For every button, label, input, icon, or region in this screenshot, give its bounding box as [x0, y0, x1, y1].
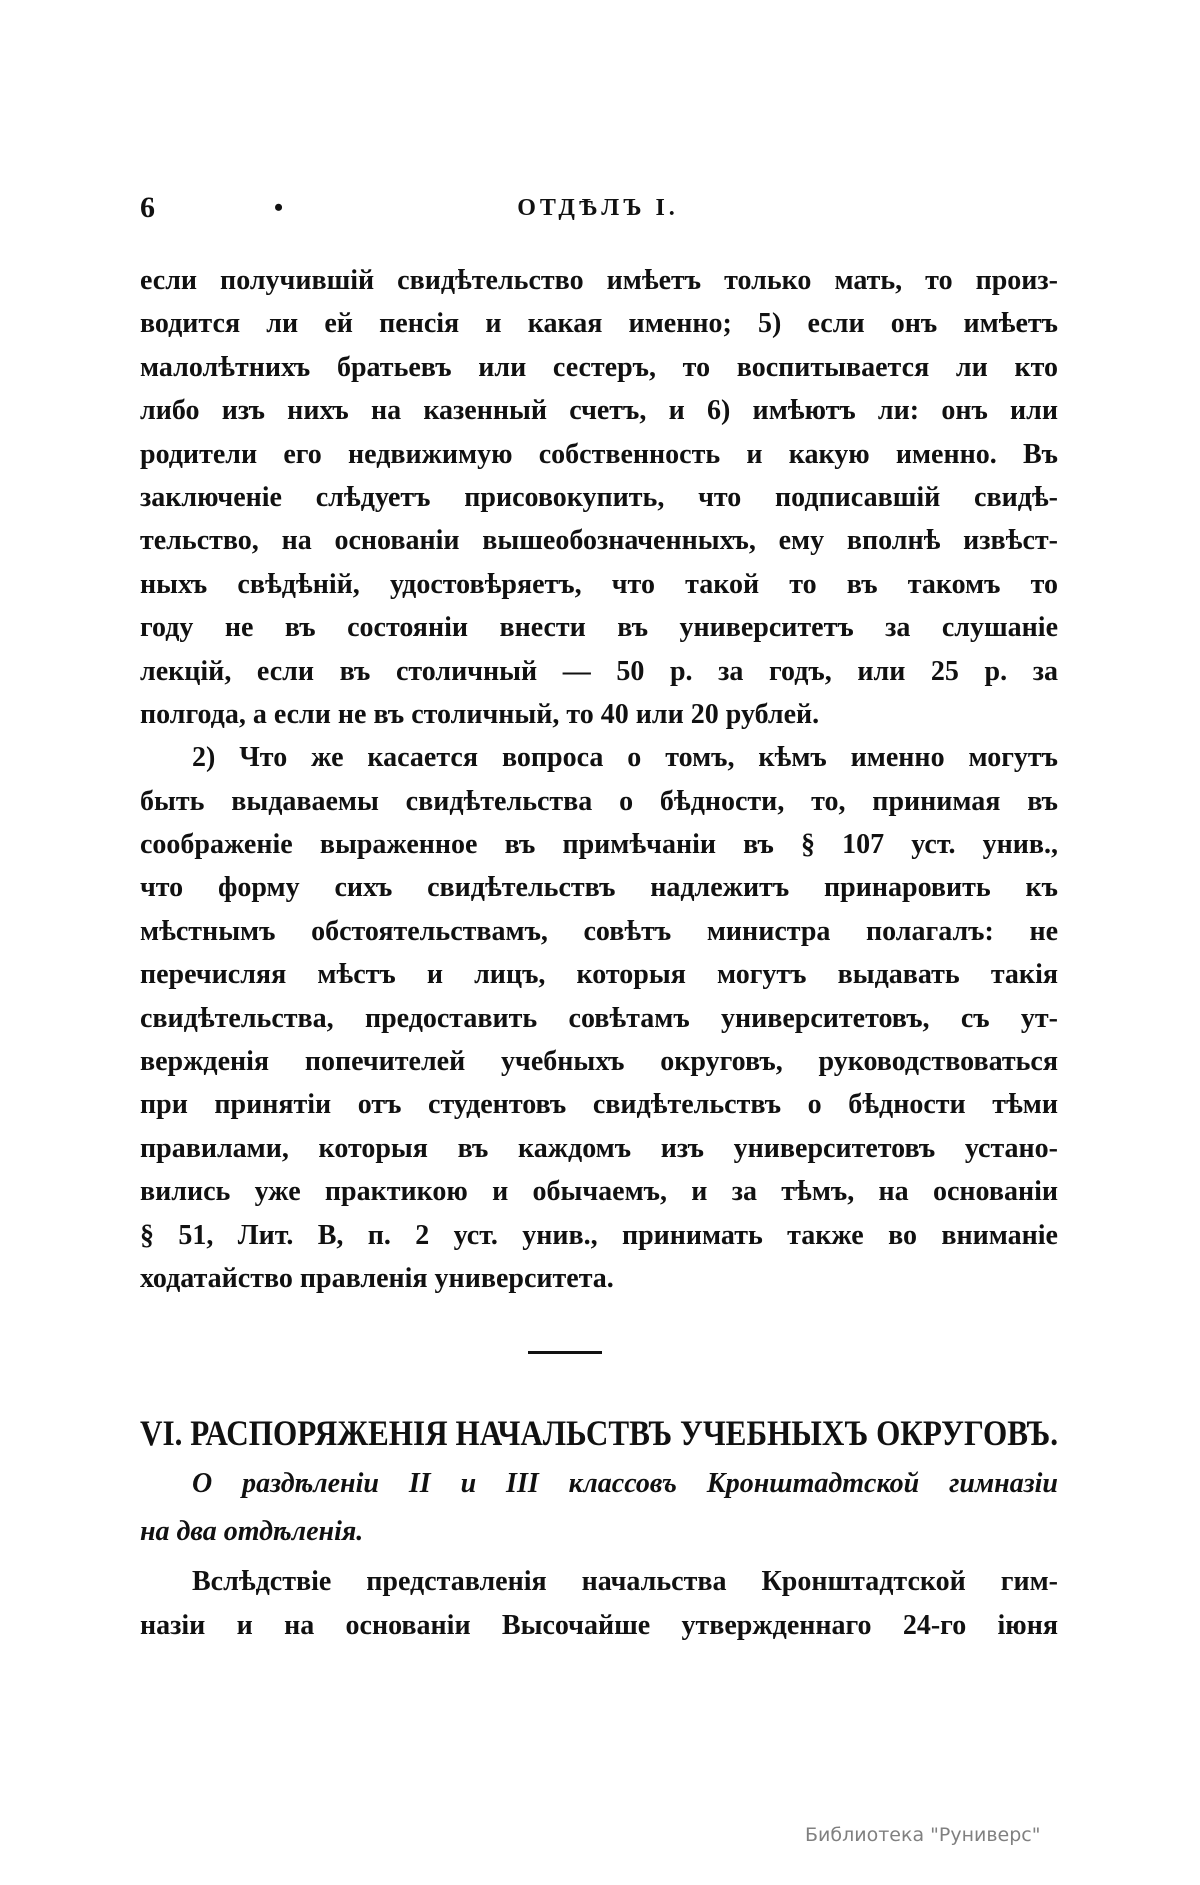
running-header: ОТДѢЛЪ I.	[517, 195, 679, 221]
text-line: году не въ состояніи внести въ университетъ за слушаніе	[140, 612, 1058, 644]
text-line: свидѣтельства, предоставить совѣтамъ университетовъ, съ ут-	[140, 1002, 1058, 1034]
library-watermark: Библиотека "Руниверс"	[805, 1824, 1041, 1846]
section-heading: VI. РАСПОРЯЖЕНІЯ НАЧАЛЬСТВЪ УЧЕБНЫХЪ ОКРУГОВЪ.	[140, 1413, 1058, 1453]
text-line: назіи и на основаніи Высочайше утвержденнаго 24-го іюня	[140, 1610, 1058, 1641]
text-line: ныхъ свѣдѣній, удостовѣряетъ, что такой то въ такомъ то	[140, 568, 1058, 600]
text-line: водится ли ей пенсія и какая именно; 5) если онъ имѣетъ	[140, 308, 1058, 340]
text-line: быть выдаваемы свидѣтельства о бѣдности, то, принимая въ	[140, 785, 1058, 817]
body-text	[140, 259, 1058, 1300]
subheading	[140, 1460, 1058, 1556]
text-line: тельство, на основаніи вышеобозначенныхъ, ему вполнѣ извѣст-	[140, 525, 1058, 557]
text-line: 2) Что же касается вопроса о томъ, кѣмъ именно могутъ	[192, 742, 1058, 774]
text-line: малолѣтнихъ братьевъ или сестеръ, то воспитывается ли кто	[140, 351, 1058, 383]
text-line: мѣстнымъ обстоятельствамъ, совѣтъ министра полагалъ: не	[140, 915, 1058, 947]
final-paragraph	[140, 1560, 1058, 1648]
text-line: перечисляя мѣстъ и лицъ, которыя могутъ выдавать такія	[140, 959, 1058, 991]
text-line: при принятіи отъ студентовъ свидѣтельствъ о бѣдности тѣми	[140, 1089, 1058, 1121]
text-line: соображеніе выраженное въ примѣчаніи въ § 107 уст. унив.,	[140, 829, 1058, 861]
header-dot: •	[274, 193, 284, 222]
text-line: родители его недвижимую собственность и какую именно. Въ	[140, 438, 1058, 470]
text-line: § 51, Лит. В, п. 2 уст. унив., принимать также во вниманіе	[140, 1219, 1058, 1251]
text-line: либо изъ нихъ на казенный счетъ, и 6) имѣютъ ли: онъ или	[140, 395, 1058, 427]
text-line: ходатайство правленія университета.	[140, 1262, 614, 1294]
text-line: правилами, которыя въ каждомъ изъ университетовъ устано-	[140, 1132, 1058, 1164]
text-line: вержденія попечителей учебныхъ округовъ, руководствоваться	[140, 1046, 1058, 1078]
text-line: Вслѣдствіе представленія начальства Кронштадтской гим-	[192, 1566, 1058, 1597]
subheading-line: О раздѣленіи II и III классовъ Кронштадтской гимназіи	[192, 1468, 1058, 1499]
subheading-line: на два отдѣленія.	[140, 1516, 364, 1547]
text-line: вились уже практикою и обычаемъ, и за тѣмъ, на основаніи	[140, 1176, 1058, 1208]
page-number: 6	[140, 191, 155, 224]
text-line: заключеніе слѣдуетъ присовокупить, что подписавшій свидѣ-	[140, 481, 1058, 513]
text-line: полгода, а если не въ столичный, то 40 или 20 рублей.	[140, 698, 820, 730]
section-divider	[528, 1351, 602, 1354]
text-line: лекцій, если въ столичный — 50 р. за годъ, или 25 р. за	[140, 655, 1058, 687]
text-line: если получившій свидѣтельство имѣетъ только мать, то произ-	[140, 265, 1058, 296]
text-line: что форму сихъ свидѣтельствъ надлежитъ принаровить къ	[140, 872, 1058, 904]
